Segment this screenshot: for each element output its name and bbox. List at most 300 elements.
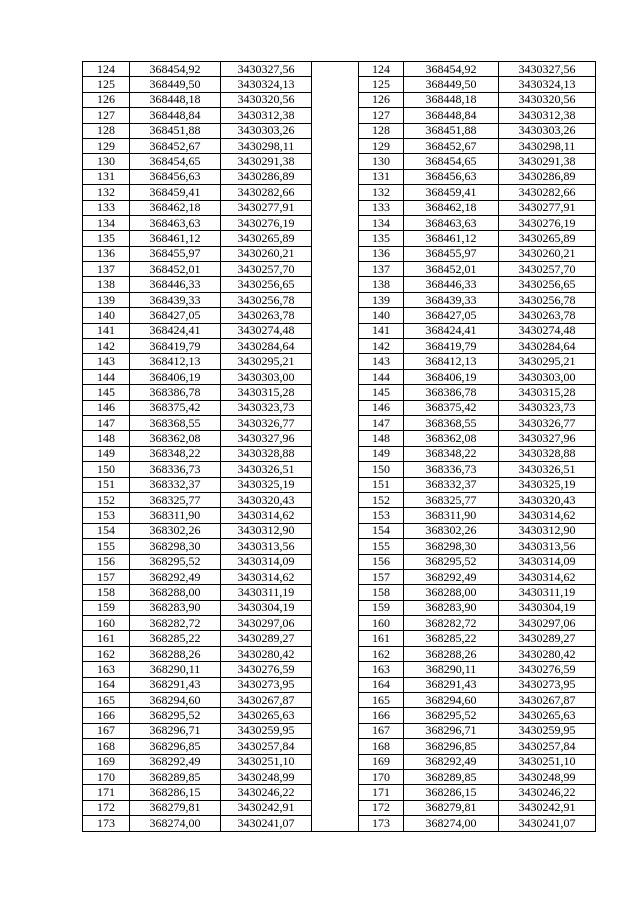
right-y-coordinate-cell: 3430326,51 [499,462,596,477]
left-point-number-cell: 144 [83,369,130,384]
left-x-coordinate-cell: 368454,92 [130,62,221,77]
right-x-coordinate-cell: 368406,19 [404,369,499,384]
left-x-coordinate-cell: 368462,18 [130,200,221,215]
column-gap [312,138,359,153]
left-point-number-cell: 151 [83,477,130,492]
left-y-coordinate-cell: 3430263,78 [221,308,312,323]
right-x-coordinate-cell: 368386,78 [404,385,499,400]
right-x-coordinate-cell: 368292,49 [404,754,499,769]
right-x-coordinate-cell: 368288,00 [404,585,499,600]
left-point-number-cell: 129 [83,138,130,153]
left-x-coordinate-cell: 368274,00 [130,816,221,831]
left-y-coordinate-cell: 3430241,07 [221,816,312,831]
left-x-coordinate-cell: 368296,71 [130,723,221,738]
left-x-coordinate-cell: 368292,49 [130,754,221,769]
left-y-coordinate-cell: 3430291,38 [221,154,312,169]
column-gap [312,554,359,569]
left-x-coordinate-cell: 368288,26 [130,646,221,661]
left-x-coordinate-cell: 368282,72 [130,616,221,631]
column-gap [312,400,359,415]
left-point-number-cell: 160 [83,616,130,631]
right-point-number-cell: 132 [359,185,404,200]
table-row [83,600,596,615]
right-y-coordinate-cell: 3430328,88 [499,446,596,461]
column-gap [312,231,359,246]
table-row [83,262,596,277]
left-y-coordinate-cell: 3430257,70 [221,262,312,277]
column-gap [312,785,359,800]
column-gap [312,508,359,523]
column-gap [312,646,359,661]
left-point-number-cell: 166 [83,708,130,723]
left-x-coordinate-cell: 368452,67 [130,138,221,153]
left-point-number-cell: 127 [83,108,130,123]
right-x-coordinate-cell: 368296,71 [404,723,499,738]
column-gap [312,200,359,215]
table-row [83,785,596,800]
column-gap [312,262,359,277]
right-y-coordinate-cell: 3430303,26 [499,123,596,138]
left-point-number-cell: 153 [83,508,130,523]
left-point-number-cell: 126 [83,92,130,107]
left-x-coordinate-cell: 368461,12 [130,231,221,246]
right-y-coordinate-cell: 3430323,73 [499,400,596,415]
right-point-number-cell: 173 [359,816,404,831]
left-point-number-cell: 140 [83,308,130,323]
left-point-number-cell: 137 [83,262,130,277]
right-x-coordinate-cell: 368456,63 [404,169,499,184]
right-point-number-cell: 165 [359,693,404,708]
right-y-coordinate-cell: 3430297,06 [499,616,596,631]
right-y-coordinate-cell: 3430259,95 [499,723,596,738]
table-row [83,108,596,123]
left-y-coordinate-cell: 3430256,78 [221,292,312,307]
table-row [83,492,596,507]
left-y-coordinate-cell: 3430276,59 [221,662,312,677]
left-point-number-cell: 149 [83,446,130,461]
right-point-number-cell: 139 [359,292,404,307]
right-x-coordinate-cell: 368452,01 [404,262,499,277]
column-gap [312,123,359,138]
table-row [83,292,596,307]
right-point-number-cell: 152 [359,492,404,507]
table-row [83,800,596,815]
table-row [83,585,596,600]
column-gap [312,739,359,754]
table-row [83,554,596,569]
left-point-number-cell: 161 [83,631,130,646]
table-row [83,523,596,538]
column-gap [312,308,359,323]
right-x-coordinate-cell: 368289,85 [404,769,499,784]
right-x-coordinate-cell: 368449,50 [404,77,499,92]
right-point-number-cell: 149 [359,446,404,461]
right-y-coordinate-cell: 3430276,19 [499,215,596,230]
left-point-number-cell: 165 [83,693,130,708]
right-y-coordinate-cell: 3430313,56 [499,539,596,554]
left-x-coordinate-cell: 368336,73 [130,462,221,477]
left-point-number-cell: 173 [83,816,130,831]
right-x-coordinate-cell: 368454,65 [404,154,499,169]
right-point-number-cell: 130 [359,154,404,169]
column-gap [312,62,359,77]
left-x-coordinate-cell: 368288,00 [130,585,221,600]
left-point-number-cell: 134 [83,215,130,230]
column-gap [312,185,359,200]
column-gap [312,585,359,600]
right-y-coordinate-cell: 3430284,64 [499,339,596,354]
left-point-number-cell: 155 [83,539,130,554]
right-y-coordinate-cell: 3430291,38 [499,154,596,169]
table-row [83,231,596,246]
table-row [83,539,596,554]
left-y-coordinate-cell: 3430286,89 [221,169,312,184]
right-y-coordinate-cell: 3430256,65 [499,277,596,292]
table-row [83,754,596,769]
column-gap [312,539,359,554]
table-row [83,246,596,261]
right-x-coordinate-cell: 368362,08 [404,431,499,446]
left-y-coordinate-cell: 3430320,56 [221,92,312,107]
left-point-number-cell: 156 [83,554,130,569]
left-y-coordinate-cell: 3430327,56 [221,62,312,77]
left-point-number-cell: 143 [83,354,130,369]
left-point-number-cell: 136 [83,246,130,261]
right-y-coordinate-cell: 3430327,96 [499,431,596,446]
table-row [83,431,596,446]
left-y-coordinate-cell: 3430324,13 [221,77,312,92]
right-x-coordinate-cell: 368291,43 [404,677,499,692]
right-y-coordinate-cell: 3430325,19 [499,477,596,492]
table-row [83,323,596,338]
right-x-coordinate-cell: 368368,55 [404,415,499,430]
right-y-coordinate-cell: 3430277,91 [499,200,596,215]
right-y-coordinate-cell: 3430260,21 [499,246,596,261]
left-x-coordinate-cell: 368285,22 [130,631,221,646]
table-row [83,723,596,738]
table-row [83,569,596,584]
left-point-number-cell: 133 [83,200,130,215]
table-row [83,708,596,723]
table-row [83,693,596,708]
left-point-number-cell: 147 [83,415,130,430]
column-gap [312,816,359,831]
left-point-number-cell: 141 [83,323,130,338]
left-y-coordinate-cell: 3430304,19 [221,600,312,615]
left-y-coordinate-cell: 3430312,90 [221,523,312,538]
right-point-number-cell: 145 [359,385,404,400]
left-x-coordinate-cell: 368311,90 [130,508,221,523]
right-y-coordinate-cell: 3430311,19 [499,585,596,600]
left-point-number-cell: 131 [83,169,130,184]
table-row [83,123,596,138]
right-point-number-cell: 160 [359,616,404,631]
table-row [83,354,596,369]
table-row [83,77,596,92]
right-x-coordinate-cell: 368298,30 [404,539,499,554]
left-x-coordinate-cell: 368291,43 [130,677,221,692]
right-point-number-cell: 148 [359,431,404,446]
right-y-coordinate-cell: 3430314,62 [499,569,596,584]
right-point-number-cell: 151 [359,477,404,492]
left-y-coordinate-cell: 3430284,64 [221,339,312,354]
left-y-coordinate-cell: 3430295,21 [221,354,312,369]
table-row [83,400,596,415]
column-gap [312,600,359,615]
left-point-number-cell: 148 [83,431,130,446]
left-x-coordinate-cell: 368325,77 [130,492,221,507]
right-point-number-cell: 143 [359,354,404,369]
right-x-coordinate-cell: 368279,81 [404,800,499,815]
table-row [83,646,596,661]
left-point-number-cell: 163 [83,662,130,677]
left-point-number-cell: 128 [83,123,130,138]
left-x-coordinate-cell: 368446,33 [130,277,221,292]
right-y-coordinate-cell: 3430314,09 [499,554,596,569]
left-y-coordinate-cell: 3430265,63 [221,708,312,723]
right-point-number-cell: 128 [359,123,404,138]
right-point-number-cell: 157 [359,569,404,584]
left-point-number-cell: 124 [83,62,130,77]
right-y-coordinate-cell: 3430248,99 [499,769,596,784]
left-x-coordinate-cell: 368386,78 [130,385,221,400]
column-gap [312,462,359,477]
right-point-number-cell: 129 [359,138,404,153]
left-y-coordinate-cell: 3430265,89 [221,231,312,246]
column-gap [312,323,359,338]
left-point-number-cell: 139 [83,292,130,307]
table-row [83,616,596,631]
right-y-coordinate-cell: 3430241,07 [499,816,596,831]
right-point-number-cell: 171 [359,785,404,800]
right-x-coordinate-cell: 368274,00 [404,816,499,831]
left-x-coordinate-cell: 368292,49 [130,569,221,584]
left-y-coordinate-cell: 3430248,99 [221,769,312,784]
column-gap [312,631,359,646]
left-x-coordinate-cell: 368406,19 [130,369,221,384]
right-point-number-cell: 125 [359,77,404,92]
table-row [83,415,596,430]
left-x-coordinate-cell: 368375,42 [130,400,221,415]
left-y-coordinate-cell: 3430303,26 [221,123,312,138]
right-x-coordinate-cell: 368451,88 [404,123,499,138]
left-point-number-cell: 125 [83,77,130,92]
left-y-coordinate-cell: 3430320,43 [221,492,312,507]
column-gap [312,569,359,584]
table-row [83,816,596,831]
right-x-coordinate-cell: 368448,84 [404,108,499,123]
column-gap [312,369,359,384]
left-point-number-cell: 162 [83,646,130,661]
right-x-coordinate-cell: 368283,90 [404,600,499,615]
right-y-coordinate-cell: 3430280,42 [499,646,596,661]
right-point-number-cell: 154 [359,523,404,538]
left-x-coordinate-cell: 368302,26 [130,523,221,538]
right-point-number-cell: 155 [359,539,404,554]
left-x-coordinate-cell: 368424,41 [130,323,221,338]
right-x-coordinate-cell: 368296,85 [404,739,499,754]
left-x-coordinate-cell: 368295,52 [130,708,221,723]
right-y-coordinate-cell: 3430286,89 [499,169,596,184]
left-y-coordinate-cell: 3430251,10 [221,754,312,769]
left-x-coordinate-cell: 368279,81 [130,800,221,815]
right-x-coordinate-cell: 368454,92 [404,62,499,77]
left-point-number-cell: 145 [83,385,130,400]
left-x-coordinate-cell: 368295,52 [130,554,221,569]
left-x-coordinate-cell: 368452,01 [130,262,221,277]
left-x-coordinate-cell: 368283,90 [130,600,221,615]
left-x-coordinate-cell: 368463,63 [130,215,221,230]
left-x-coordinate-cell: 368451,88 [130,123,221,138]
right-y-coordinate-cell: 3430274,48 [499,323,596,338]
column-gap [312,339,359,354]
right-y-coordinate-cell: 3430327,56 [499,62,596,77]
right-x-coordinate-cell: 368419,79 [404,339,499,354]
left-x-coordinate-cell: 368298,30 [130,539,221,554]
column-gap [312,769,359,784]
left-x-coordinate-cell: 368427,05 [130,308,221,323]
right-x-coordinate-cell: 368455,97 [404,246,499,261]
left-x-coordinate-cell: 368459,41 [130,185,221,200]
left-x-coordinate-cell: 368439,33 [130,292,221,307]
column-gap [312,292,359,307]
right-y-coordinate-cell: 3430298,11 [499,138,596,153]
column-gap [312,415,359,430]
right-x-coordinate-cell: 368459,41 [404,185,499,200]
left-point-number-cell: 135 [83,231,130,246]
right-y-coordinate-cell: 3430295,21 [499,354,596,369]
left-y-coordinate-cell: 3430323,73 [221,400,312,415]
right-x-coordinate-cell: 368294,60 [404,693,499,708]
table-row [83,154,596,169]
right-y-coordinate-cell: 3430289,27 [499,631,596,646]
table-row [83,339,596,354]
right-point-number-cell: 164 [359,677,404,692]
right-y-coordinate-cell: 3430265,89 [499,231,596,246]
table-row [83,446,596,461]
left-point-number-cell: 169 [83,754,130,769]
table-row [83,369,596,384]
left-y-coordinate-cell: 3430257,84 [221,739,312,754]
left-point-number-cell: 150 [83,462,130,477]
left-y-coordinate-cell: 3430326,51 [221,462,312,477]
column-gap [312,800,359,815]
right-point-number-cell: 169 [359,754,404,769]
left-y-coordinate-cell: 3430267,87 [221,693,312,708]
column-gap [312,431,359,446]
right-y-coordinate-cell: 3430314,62 [499,508,596,523]
left-y-coordinate-cell: 3430276,19 [221,215,312,230]
right-point-number-cell: 142 [359,339,404,354]
right-y-coordinate-cell: 3430242,91 [499,800,596,815]
left-point-number-cell: 164 [83,677,130,692]
column-gap [312,708,359,723]
left-x-coordinate-cell: 368294,60 [130,693,221,708]
left-y-coordinate-cell: 3430256,65 [221,277,312,292]
left-x-coordinate-cell: 368412,13 [130,354,221,369]
right-point-number-cell: 158 [359,585,404,600]
right-y-coordinate-cell: 3430257,84 [499,739,596,754]
right-y-coordinate-cell: 3430257,70 [499,262,596,277]
table-row [83,631,596,646]
right-y-coordinate-cell: 3430320,43 [499,492,596,507]
table-row [83,477,596,492]
left-point-number-cell: 157 [83,569,130,584]
left-y-coordinate-cell: 3430313,56 [221,539,312,554]
right-x-coordinate-cell: 368463,63 [404,215,499,230]
right-x-coordinate-cell: 368427,05 [404,308,499,323]
left-point-number-cell: 171 [83,785,130,800]
column-gap [312,446,359,461]
table-row [83,185,596,200]
left-y-coordinate-cell: 3430242,91 [221,800,312,815]
right-x-coordinate-cell: 368452,67 [404,138,499,153]
right-point-number-cell: 124 [359,62,404,77]
right-y-coordinate-cell: 3430304,19 [499,600,596,615]
left-y-coordinate-cell: 3430314,09 [221,554,312,569]
right-point-number-cell: 135 [359,231,404,246]
right-point-number-cell: 168 [359,739,404,754]
left-point-number-cell: 168 [83,739,130,754]
coordinate-table-body [83,62,596,832]
right-x-coordinate-cell: 368439,33 [404,292,499,307]
table-row [83,739,596,754]
left-point-number-cell: 146 [83,400,130,415]
right-y-coordinate-cell: 3430267,87 [499,693,596,708]
left-point-number-cell: 142 [83,339,130,354]
table-row [83,662,596,677]
right-x-coordinate-cell: 368311,90 [404,508,499,523]
left-y-coordinate-cell: 3430246,22 [221,785,312,800]
right-x-coordinate-cell: 368325,77 [404,492,499,507]
column-gap [312,492,359,507]
right-x-coordinate-cell: 368282,72 [404,616,499,631]
right-x-coordinate-cell: 368285,22 [404,631,499,646]
left-y-coordinate-cell: 3430280,42 [221,646,312,661]
right-x-coordinate-cell: 368348,22 [404,446,499,461]
right-point-number-cell: 126 [359,92,404,107]
right-x-coordinate-cell: 368448,18 [404,92,499,107]
right-y-coordinate-cell: 3430246,22 [499,785,596,800]
right-y-coordinate-cell: 3430273,95 [499,677,596,692]
left-x-coordinate-cell: 368296,85 [130,739,221,754]
right-point-number-cell: 167 [359,723,404,738]
column-gap [312,693,359,708]
right-point-number-cell: 144 [359,369,404,384]
right-x-coordinate-cell: 368336,73 [404,462,499,477]
right-x-coordinate-cell: 368295,52 [404,554,499,569]
left-y-coordinate-cell: 3430298,11 [221,138,312,153]
left-point-number-cell: 158 [83,585,130,600]
column-gap [312,354,359,369]
table-row [83,92,596,107]
right-y-coordinate-cell: 3430320,56 [499,92,596,107]
table-row [83,169,596,184]
left-x-coordinate-cell: 368456,63 [130,169,221,184]
right-point-number-cell: 147 [359,415,404,430]
left-point-number-cell: 130 [83,154,130,169]
table-row [83,508,596,523]
coordinate-table [82,61,596,832]
column-gap [312,215,359,230]
right-point-number-cell: 170 [359,769,404,784]
column-gap [312,77,359,92]
left-point-number-cell: 167 [83,723,130,738]
right-point-number-cell: 127 [359,108,404,123]
right-x-coordinate-cell: 368290,11 [404,662,499,677]
right-y-coordinate-cell: 3430324,13 [499,77,596,92]
right-point-number-cell: 150 [359,462,404,477]
